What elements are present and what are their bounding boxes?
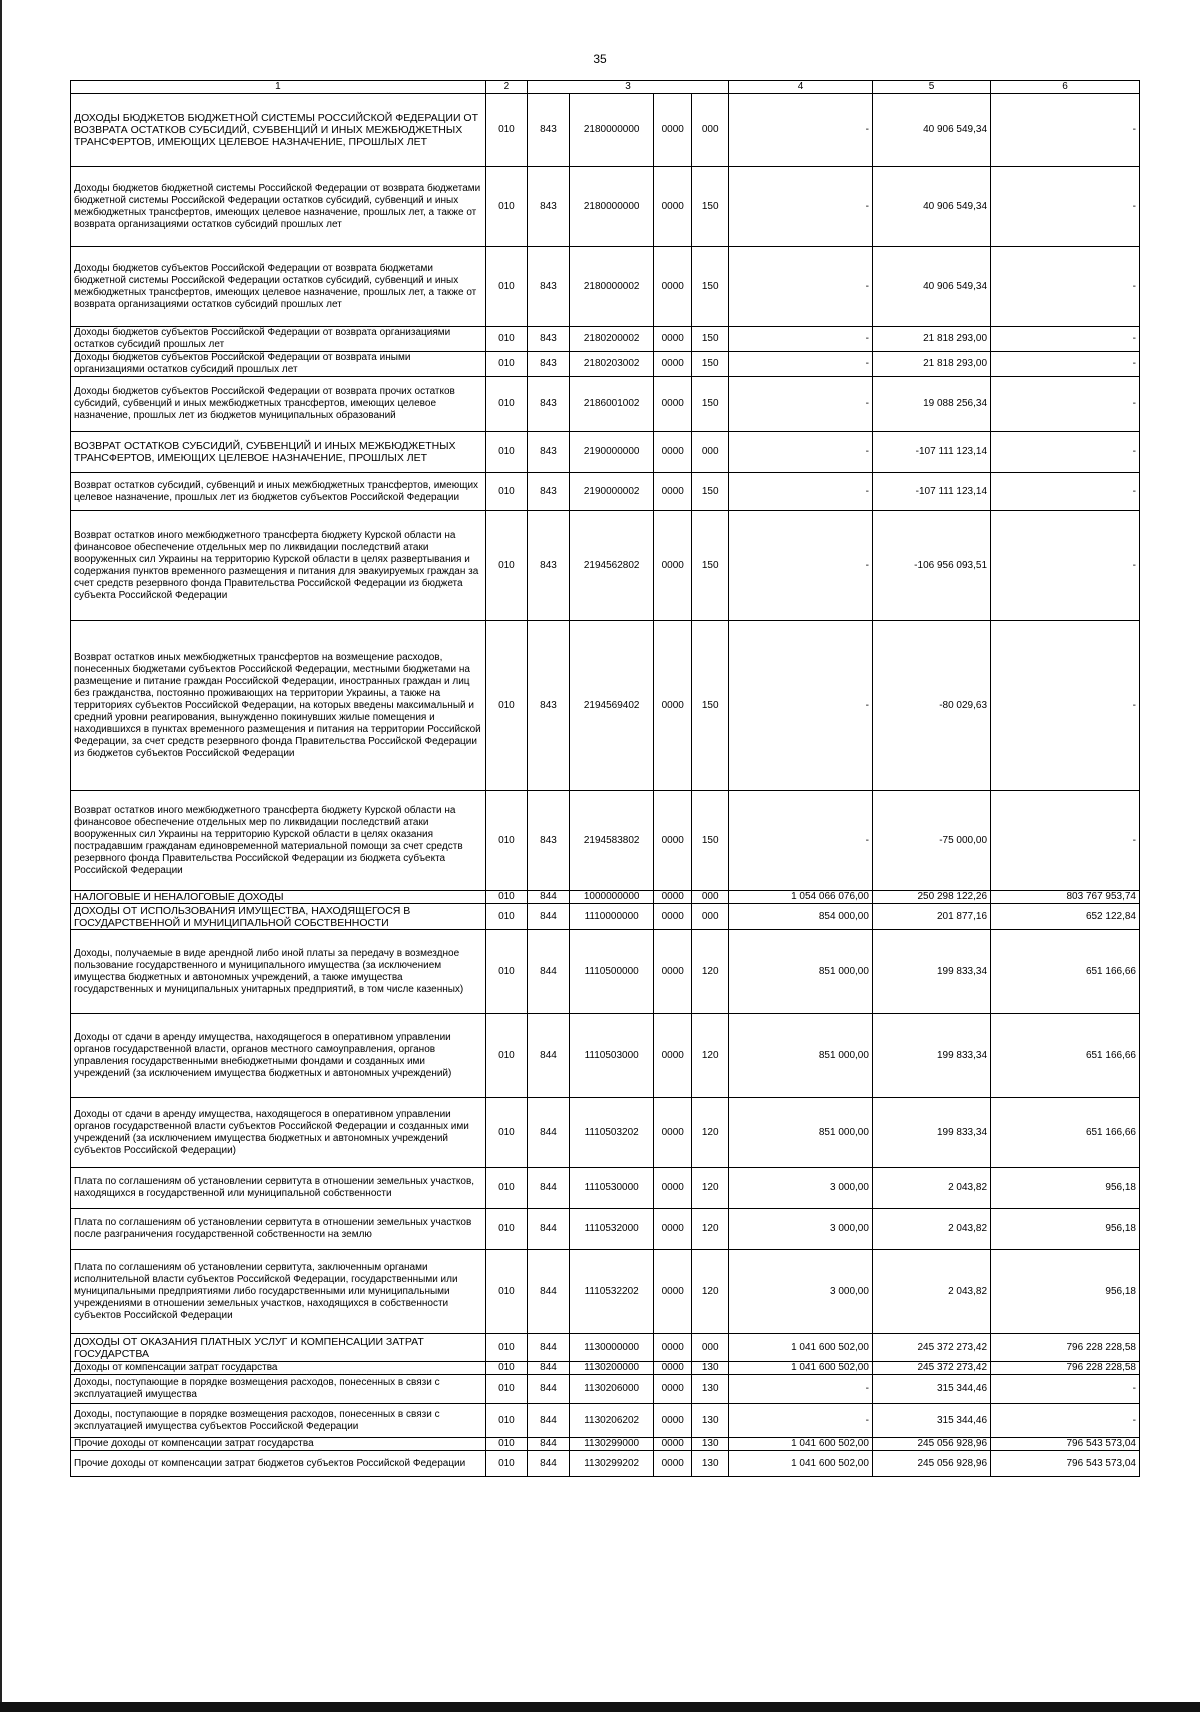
row-col-4-plan: 851 000,00 bbox=[729, 930, 873, 1014]
row-col-3-code: 1110503202 bbox=[570, 1098, 654, 1168]
row-col-3-admin: 844 bbox=[527, 904, 569, 930]
row-col-3-program: 0000 bbox=[654, 94, 692, 167]
row-col-3-program: 0000 bbox=[654, 167, 692, 247]
row-description: Плата по соглашениям об установлении сервитута в отношении земельных участков после разграничения государственной собственности на землю bbox=[71, 1209, 486, 1250]
row-col-5-executed: 2 043,82 bbox=[872, 1168, 990, 1209]
row-col-3-admin: 843 bbox=[527, 473, 569, 511]
header-col-5: 5 bbox=[872, 81, 990, 94]
row-col-3-admin: 843 bbox=[527, 352, 569, 377]
row-col-2: 010 bbox=[485, 1014, 527, 1098]
row-col-3-kosgu: 000 bbox=[692, 904, 729, 930]
row-col-2: 010 bbox=[485, 247, 527, 327]
scan-bottom-edge bbox=[0, 1702, 1200, 1712]
row-col-3-admin: 843 bbox=[527, 247, 569, 327]
row-col-5-executed: -80 029,63 bbox=[872, 621, 990, 791]
row-col-4-plan: 1 041 600 502,00 bbox=[729, 1451, 873, 1477]
row-col-3-admin: 844 bbox=[527, 1438, 569, 1451]
row-col-4-plan: 3 000,00 bbox=[729, 1168, 873, 1209]
row-col-3-kosgu: 120 bbox=[692, 1168, 729, 1209]
row-description: Прочие доходы от компенсации затрат государства bbox=[71, 1438, 486, 1451]
row-col-5-executed: 245 372 273,42 bbox=[872, 1334, 990, 1362]
row-col-3-program: 0000 bbox=[654, 432, 692, 473]
row-col-3-code: 1110530000 bbox=[570, 1168, 654, 1209]
row-col-3-kosgu: 130 bbox=[692, 1438, 729, 1451]
table-row bbox=[71, 352, 1140, 377]
row-col-3-program: 0000 bbox=[654, 1334, 692, 1362]
row-col-3-code: 2194583802 bbox=[570, 791, 654, 891]
row-col-3-kosgu: 150 bbox=[692, 167, 729, 247]
row-col-5-executed: 315 344,46 bbox=[872, 1404, 990, 1438]
row-col-4-plan: - bbox=[729, 473, 873, 511]
row-col-3-admin: 844 bbox=[527, 1250, 569, 1334]
row-col-3-program: 0000 bbox=[654, 1014, 692, 1098]
row-col-4-plan: 3 000,00 bbox=[729, 1250, 873, 1334]
row-col-2: 010 bbox=[485, 1375, 527, 1404]
row-col-6-remaining: 796 543 573,04 bbox=[991, 1451, 1140, 1477]
row-col-3-code: 1110532000 bbox=[570, 1209, 654, 1250]
row-col-2: 010 bbox=[485, 1438, 527, 1451]
row-col-6-remaining: 651 166,66 bbox=[991, 1098, 1140, 1168]
row-col-4-plan: - bbox=[729, 1375, 873, 1404]
row-col-4-plan: - bbox=[729, 432, 873, 473]
row-col-3-kosgu: 150 bbox=[692, 511, 729, 621]
row-col-3-admin: 843 bbox=[527, 791, 569, 891]
row-col-2: 010 bbox=[485, 1404, 527, 1438]
row-description: Доходы, поступающие в порядке возмещения расходов, понесенных в связи с эксплуатацией имущества bbox=[71, 1375, 486, 1404]
row-col-3-code: 1110000000 bbox=[570, 904, 654, 930]
row-col-4-plan: - bbox=[729, 94, 873, 167]
row-col-3-code: 2190000002 bbox=[570, 473, 654, 511]
row-col-3-code: 2180200002 bbox=[570, 327, 654, 352]
row-col-2: 010 bbox=[485, 352, 527, 377]
row-col-3-admin: 843 bbox=[527, 621, 569, 791]
row-description: Доходы от компенсации затрат государства bbox=[71, 1362, 486, 1375]
table-row bbox=[71, 511, 1140, 621]
row-col-3-code: 1130299202 bbox=[570, 1451, 654, 1477]
row-col-2: 010 bbox=[485, 377, 527, 432]
row-col-3-program: 0000 bbox=[654, 327, 692, 352]
row-col-3-code: 1130000000 bbox=[570, 1334, 654, 1362]
row-col-3-kosgu: 130 bbox=[692, 1375, 729, 1404]
row-col-5-executed: 315 344,46 bbox=[872, 1375, 990, 1404]
row-description: Прочие доходы от компенсации затрат бюджетов субъектов Российской Федерации bbox=[71, 1451, 486, 1477]
row-col-2: 010 bbox=[485, 511, 527, 621]
row-col-6-remaining: 652 122,84 bbox=[991, 904, 1140, 930]
row-col-3-program: 0000 bbox=[654, 352, 692, 377]
row-col-6-remaining: - bbox=[991, 511, 1140, 621]
row-col-3-program: 0000 bbox=[654, 930, 692, 1014]
row-col-5-executed: 199 833,34 bbox=[872, 1098, 990, 1168]
header-col-6: 6 bbox=[991, 81, 1140, 94]
row-col-5-executed: 40 906 549,34 bbox=[872, 167, 990, 247]
row-description: Доходы бюджетов субъектов Российской Федерации от возврата бюджетами бюджетной системы Российской Федерации остатков субсидий, субвенций и иных межбюджетных трансфертов, имеющих целевое назначение, прошлых лет, а также от возврата организациями остатков субсидий прошлых лет bbox=[71, 247, 486, 327]
row-col-3-admin: 844 bbox=[527, 1168, 569, 1209]
row-col-6-remaining: 956,18 bbox=[991, 1168, 1140, 1209]
page-number: 35 bbox=[593, 52, 607, 66]
row-col-2: 010 bbox=[485, 1209, 527, 1250]
row-col-4-plan: - bbox=[729, 511, 873, 621]
row-col-2: 010 bbox=[485, 1250, 527, 1334]
row-col-3-admin: 844 bbox=[527, 1209, 569, 1250]
row-description: ДОХОДЫ ОТ ОКАЗАНИЯ ПЛАТНЫХ УСЛУГ И КОМПЕНСАЦИИ ЗАТРАТ ГОСУДАРСТВА bbox=[71, 1334, 486, 1362]
header-col-1: 1 bbox=[71, 81, 486, 94]
row-col-3-admin: 843 bbox=[527, 94, 569, 167]
row-col-3-program: 0000 bbox=[654, 1209, 692, 1250]
row-col-6-remaining: 803 767 953,74 bbox=[991, 891, 1140, 904]
row-col-5-executed: -75 000,00 bbox=[872, 791, 990, 891]
row-col-3-kosgu: 000 bbox=[692, 94, 729, 167]
row-col-4-plan: 1 041 600 502,00 bbox=[729, 1334, 873, 1362]
row-col-4-plan: - bbox=[729, 791, 873, 891]
row-description: Доходы от сдачи в аренду имущества, находящегося в оперативном управлении органов государственной власти субъектов Российской Федерации и созданных ими учреждений (за исключением имущества бюджетных и автономных учреждений субъектов Российской Федерации) bbox=[71, 1098, 486, 1168]
row-col-3-code: 2180000002 bbox=[570, 247, 654, 327]
table-row bbox=[71, 1404, 1140, 1438]
row-col-3-kosgu: 000 bbox=[692, 1334, 729, 1362]
row-col-4-plan: - bbox=[729, 327, 873, 352]
row-col-6-remaining: - bbox=[991, 621, 1140, 791]
row-col-6-remaining: - bbox=[991, 473, 1140, 511]
table-row bbox=[71, 891, 1140, 904]
row-col-3-program: 0000 bbox=[654, 1404, 692, 1438]
row-col-3-kosgu: 120 bbox=[692, 1098, 729, 1168]
revenue-table bbox=[70, 80, 1140, 1477]
table-row bbox=[71, 1209, 1140, 1250]
row-col-3-kosgu: 150 bbox=[692, 247, 729, 327]
row-col-3-code: 2180000000 bbox=[570, 94, 654, 167]
table-row bbox=[71, 473, 1140, 511]
row-description: Доходы бюджетов бюджетной системы Российской Федерации от возврата бюджетами бюджетной системы Российской Федерации остатков субсидий, субвенций и иных межбюджетных трансфертов, имеющих целевое назначение, прошлых лет, а также от возврата организациями остатков субсидий прошлых лет bbox=[71, 167, 486, 247]
table-row bbox=[71, 1098, 1140, 1168]
row-col-3-kosgu: 120 bbox=[692, 1014, 729, 1098]
row-col-3-kosgu: 120 bbox=[692, 930, 729, 1014]
row-col-3-code: 2186001002 bbox=[570, 377, 654, 432]
row-col-3-kosgu: 150 bbox=[692, 327, 729, 352]
row-col-4-plan: - bbox=[729, 1404, 873, 1438]
row-col-3-program: 0000 bbox=[654, 1168, 692, 1209]
row-col-3-program: 0000 bbox=[654, 247, 692, 327]
header-row bbox=[71, 81, 1140, 94]
row-col-5-executed: 199 833,34 bbox=[872, 1014, 990, 1098]
row-col-2: 010 bbox=[485, 1168, 527, 1209]
scan-left-edge bbox=[0, 0, 2, 1712]
table-row bbox=[71, 247, 1140, 327]
table-row bbox=[71, 1014, 1140, 1098]
row-col-2: 010 bbox=[485, 1098, 527, 1168]
row-col-6-remaining: - bbox=[991, 432, 1140, 473]
row-col-3-code: 2194569402 bbox=[570, 621, 654, 791]
row-col-4-plan: 1 041 600 502,00 bbox=[729, 1438, 873, 1451]
row-col-3-program: 0000 bbox=[654, 904, 692, 930]
row-col-3-admin: 844 bbox=[527, 1451, 569, 1477]
row-col-3-admin: 843 bbox=[527, 327, 569, 352]
row-col-2: 010 bbox=[485, 904, 527, 930]
row-col-6-remaining: 651 166,66 bbox=[991, 930, 1140, 1014]
row-col-3-code: 2180000000 bbox=[570, 167, 654, 247]
row-col-3-code: 2194562802 bbox=[570, 511, 654, 621]
row-col-5-executed: -106 956 093,51 bbox=[872, 511, 990, 621]
row-col-6-remaining: - bbox=[991, 352, 1140, 377]
row-description: Плата по соглашениям об установлении сервитута, заключенным органами исполнительной власти субъектов Российской Федерации, государственными или муниципальными предприятиями либо государственными или муниципальными учреждениями в отношении земельных участков, находящихся в собственности субъектов Российской Федерации bbox=[71, 1250, 486, 1334]
table-row bbox=[71, 904, 1140, 930]
row-col-3-admin: 844 bbox=[527, 1014, 569, 1098]
table-row bbox=[71, 167, 1140, 247]
row-col-3-program: 0000 bbox=[654, 1438, 692, 1451]
row-col-2: 010 bbox=[485, 1451, 527, 1477]
row-col-2: 010 bbox=[485, 432, 527, 473]
row-col-4-plan: 851 000,00 bbox=[729, 1014, 873, 1098]
row-col-3-program: 0000 bbox=[654, 1250, 692, 1334]
row-col-3-admin: 844 bbox=[527, 1362, 569, 1375]
row-col-3-kosgu: 130 bbox=[692, 1451, 729, 1477]
row-col-3-code: 1130200000 bbox=[570, 1362, 654, 1375]
row-col-3-code: 1130299000 bbox=[570, 1438, 654, 1451]
header-col-4: 4 bbox=[729, 81, 873, 94]
row-col-5-executed: 245 372 273,42 bbox=[872, 1362, 990, 1375]
table-header bbox=[71, 81, 1140, 94]
table-row bbox=[71, 1362, 1140, 1375]
row-col-4-plan: - bbox=[729, 352, 873, 377]
row-col-6-remaining: - bbox=[991, 1404, 1140, 1438]
row-col-2: 010 bbox=[485, 791, 527, 891]
row-description: НАЛОГОВЫЕ И НЕНАЛОГОВЫЕ ДОХОДЫ bbox=[71, 891, 486, 904]
row-col-6-remaining: 796 228 228,58 bbox=[991, 1334, 1140, 1362]
row-description: Доходы, получаемые в виде арендной либо иной платы за передачу в возмездное пользование государственного и муниципального имущества (за исключением имущества бюджетных и автономных учреждений, а также имущества государственных и муниципальных унитарных предприятий, в том числе казенных) bbox=[71, 930, 486, 1014]
table-row bbox=[71, 377, 1140, 432]
row-description: ДОХОДЫ БЮДЖЕТОВ БЮДЖЕТНОЙ СИСТЕМЫ РОССИЙСКОЙ ФЕДЕРАЦИИ ОТ ВОЗВРАТА ОСТАТКОВ СУБСИДИЙ, СУБВЕНЦИЙ И ИНЫХ МЕЖБЮДЖЕТНЫХ ТРАНСФЕРТОВ, ИМЕЮЩИХ ЦЕЛЕВОЕ НАЗНАЧЕНИЕ, ПРОШЛЫХ ЛЕТ bbox=[71, 94, 486, 167]
table-row bbox=[71, 1375, 1140, 1404]
row-col-3-code: 2180203002 bbox=[570, 352, 654, 377]
row-col-5-executed: 201 877,16 bbox=[872, 904, 990, 930]
row-col-3-code: 1110503000 bbox=[570, 1014, 654, 1098]
row-col-3-kosgu: 150 bbox=[692, 473, 729, 511]
row-description: Доходы, поступающие в порядке возмещения расходов, понесенных в связи с эксплуатацией имущества субъектов Российской Федерации bbox=[71, 1404, 486, 1438]
row-col-5-executed: 245 056 928,96 bbox=[872, 1451, 990, 1477]
row-col-2: 010 bbox=[485, 167, 527, 247]
row-col-3-program: 0000 bbox=[654, 621, 692, 791]
row-col-5-executed: 40 906 549,34 bbox=[872, 247, 990, 327]
row-col-3-program: 0000 bbox=[654, 377, 692, 432]
table-row bbox=[71, 1451, 1140, 1477]
row-col-6-remaining: 796 543 573,04 bbox=[991, 1438, 1140, 1451]
row-col-4-plan: 854 000,00 bbox=[729, 904, 873, 930]
row-col-6-remaining: - bbox=[991, 167, 1140, 247]
row-col-3-kosgu: 130 bbox=[692, 1404, 729, 1438]
table-row bbox=[71, 1334, 1140, 1362]
row-col-2: 010 bbox=[485, 1334, 527, 1362]
row-description: ДОХОДЫ ОТ ИСПОЛЬЗОВАНИЯ ИМУЩЕСТВА, НАХОДЯЩЕГОСЯ В ГОСУДАРСТВЕННОЙ И МУНИЦИПАЛЬНОЙ СОБСТВЕННОСТИ bbox=[71, 904, 486, 930]
row-col-3-program: 0000 bbox=[654, 473, 692, 511]
row-col-6-remaining: 956,18 bbox=[991, 1209, 1140, 1250]
row-col-3-admin: 844 bbox=[527, 1334, 569, 1362]
row-col-3-admin: 844 bbox=[527, 1375, 569, 1404]
row-col-6-remaining: - bbox=[991, 377, 1140, 432]
table-row bbox=[71, 930, 1140, 1014]
header-col-2: 2 bbox=[485, 81, 527, 94]
table-row bbox=[71, 621, 1140, 791]
row-col-3-code: 1000000000 bbox=[570, 891, 654, 904]
row-col-4-plan: 1 041 600 502,00 bbox=[729, 1362, 873, 1375]
row-col-3-admin: 843 bbox=[527, 377, 569, 432]
row-col-3-admin: 843 bbox=[527, 167, 569, 247]
row-col-3-code: 2190000000 bbox=[570, 432, 654, 473]
row-col-5-executed: 2 043,82 bbox=[872, 1250, 990, 1334]
row-col-5-executed: 40 906 549,34 bbox=[872, 94, 990, 167]
row-col-3-program: 0000 bbox=[654, 1362, 692, 1375]
row-col-6-remaining: - bbox=[991, 247, 1140, 327]
row-description: Доходы бюджетов субъектов Российской Федерации от возврата организациями остатков субсидий прошлых лет bbox=[71, 327, 486, 352]
row-col-3-admin: 843 bbox=[527, 511, 569, 621]
row-col-2: 010 bbox=[485, 1362, 527, 1375]
row-description: Возврат остатков иного межбюджетного трансферта бюджету Курской области на финансовое обеспечение отдельных мер по ликвидации последствий атаки вооруженных сил Украины на территорию Курской области в целях оказания пострадавшим гражданам единовременной материальной помощи за счет средств резервного фонда Правительства Российской Федерации из бюджета субъекта Российской Федерации bbox=[71, 791, 486, 891]
row-col-5-executed: 199 833,34 bbox=[872, 930, 990, 1014]
row-col-5-executed: 2 043,82 bbox=[872, 1209, 990, 1250]
row-col-2: 010 bbox=[485, 891, 527, 904]
row-col-3-admin: 843 bbox=[527, 432, 569, 473]
header-col-3: 3 bbox=[527, 81, 728, 94]
row-col-5-executed: 21 818 293,00 bbox=[872, 327, 990, 352]
row-col-3-kosgu: 120 bbox=[692, 1250, 729, 1334]
row-col-2: 010 bbox=[485, 327, 527, 352]
row-col-2: 010 bbox=[485, 621, 527, 791]
row-col-6-remaining: 796 228 228,58 bbox=[991, 1362, 1140, 1375]
row-col-3-program: 0000 bbox=[654, 791, 692, 891]
row-col-3-admin: 844 bbox=[527, 1098, 569, 1168]
row-description: Плата по соглашениям об установлении сервитута в отношении земельных участков, находящихся в государственной или муниципальной собственности bbox=[71, 1168, 486, 1209]
row-description: Доходы от сдачи в аренду имущества, находящегося в оперативном управлении органов государственной власти, органов местного самоуправления, органов управления государственными внебюджетными фондами и созданных ими учреждений (за исключением имущества бюджетных и автономных учреждений) bbox=[71, 1014, 486, 1098]
table-row bbox=[71, 327, 1140, 352]
row-description: Возврат остатков иных межбюджетных трансфертов на возмещение расходов, понесенных бюджетами субъектов Российской Федерации, местными бюджетами на размещение и питание граждан Российской Федерации, иностранных граждан и лиц без гражданства, постоянно проживающих на территории Украины, а также на территориях субъектов Российской Федерации, на которых введены максимальный и средний уровни реагирования, вынужденно покинувших жилые помещения и находившихся в пунктах временного размещения и питания на территории Российской Федерации, за счет средств резервного фонда Правительства Российской Федерации из бюджетов субъектов Российской Федерации bbox=[71, 621, 486, 791]
row-col-3-code: 1110532202 bbox=[570, 1250, 654, 1334]
row-col-3-admin: 844 bbox=[527, 891, 569, 904]
table-row bbox=[71, 1250, 1140, 1334]
row-description: Возврат остатков субсидий, субвенций и иных межбюджетных трансфертов, имеющих целевое назначение, прошлых лет из бюджетов субъектов Российской Федерации bbox=[71, 473, 486, 511]
row-col-2: 010 bbox=[485, 94, 527, 167]
row-col-5-executed: -107 111 123,14 bbox=[872, 473, 990, 511]
row-col-6-remaining: 651 166,66 bbox=[991, 1014, 1140, 1098]
row-col-6-remaining: 956,18 bbox=[991, 1250, 1140, 1334]
row-col-3-program: 0000 bbox=[654, 1098, 692, 1168]
row-col-3-code: 1110500000 bbox=[570, 930, 654, 1014]
row-col-3-kosgu: 120 bbox=[692, 1209, 729, 1250]
row-col-3-kosgu: 150 bbox=[692, 352, 729, 377]
row-col-3-admin: 844 bbox=[527, 1404, 569, 1438]
row-col-6-remaining: - bbox=[991, 1375, 1140, 1404]
row-col-6-remaining: - bbox=[991, 791, 1140, 891]
row-col-2: 010 bbox=[485, 473, 527, 511]
table-row bbox=[71, 432, 1140, 473]
row-col-3-program: 0000 bbox=[654, 1451, 692, 1477]
table-row bbox=[71, 791, 1140, 891]
row-col-3-program: 0000 bbox=[654, 891, 692, 904]
row-col-5-executed: -107 111 123,14 bbox=[872, 432, 990, 473]
row-description: ВОЗВРАТ ОСТАТКОВ СУБСИДИЙ, СУБВЕНЦИЙ И ИНЫХ МЕЖБЮДЖЕТНЫХ ТРАНСФЕРТОВ, ИМЕЮЩИХ ЦЕЛЕВОЕ НАЗНАЧЕНИЕ, ПРОШЛЫХ ЛЕТ bbox=[71, 432, 486, 473]
row-col-3-program: 0000 bbox=[654, 1375, 692, 1404]
row-col-3-admin: 844 bbox=[527, 930, 569, 1014]
row-col-3-kosgu: 130 bbox=[692, 1362, 729, 1375]
row-col-2: 010 bbox=[485, 930, 527, 1014]
row-col-4-plan: 3 000,00 bbox=[729, 1209, 873, 1250]
row-col-3-kosgu: 000 bbox=[692, 891, 729, 904]
row-col-4-plan: - bbox=[729, 167, 873, 247]
row-col-3-kosgu: 150 bbox=[692, 377, 729, 432]
row-col-6-remaining: - bbox=[991, 327, 1140, 352]
row-col-5-executed: 245 056 928,96 bbox=[872, 1438, 990, 1451]
row-col-3-kosgu: 150 bbox=[692, 791, 729, 891]
table-row bbox=[71, 1438, 1140, 1451]
row-description: Возврат остатков иного межбюджетного трансферта бюджету Курской области на финансовое обеспечение отдельных мер по ликвидации последствий атаки вооруженных сил Украины на территорию Курской области в целях развертывания и содержания пунктов временного размещения и питания для эвакуируемых граждан за счет средств резервного фонда Правительства Российской Федерации из бюджета субъекта Российской Федерации bbox=[71, 511, 486, 621]
row-col-5-executed: 19 088 256,34 bbox=[872, 377, 990, 432]
row-col-3-code: 1130206000 bbox=[570, 1375, 654, 1404]
row-col-5-executed: 21 818 293,00 bbox=[872, 352, 990, 377]
table-body bbox=[71, 94, 1140, 1477]
row-col-3-kosgu: 000 bbox=[692, 432, 729, 473]
row-col-6-remaining: - bbox=[991, 94, 1140, 167]
row-col-4-plan: 1 054 066 076,00 bbox=[729, 891, 873, 904]
row-col-5-executed: 250 298 122,26 bbox=[872, 891, 990, 904]
row-col-3-program: 0000 bbox=[654, 511, 692, 621]
row-col-4-plan: 851 000,00 bbox=[729, 1098, 873, 1168]
row-description: Доходы бюджетов субъектов Российской Федерации от возврата прочих остатков субсидий, субвенций и иных межбюджетных трансфертов, имеющих целевое назначение, прошлых лет из бюджетов муниципальных образований bbox=[71, 377, 486, 432]
row-col-3-kosgu: 150 bbox=[692, 621, 729, 791]
row-col-3-code: 1130206202 bbox=[570, 1404, 654, 1438]
table-row bbox=[71, 1168, 1140, 1209]
row-col-4-plan: - bbox=[729, 247, 873, 327]
row-col-4-plan: - bbox=[729, 621, 873, 791]
row-description: Доходы бюджетов субъектов Российской Федерации от возврата иными организациями остатков субсидий прошлых лет bbox=[71, 352, 486, 377]
table-row bbox=[71, 94, 1140, 167]
row-col-4-plan: - bbox=[729, 377, 873, 432]
